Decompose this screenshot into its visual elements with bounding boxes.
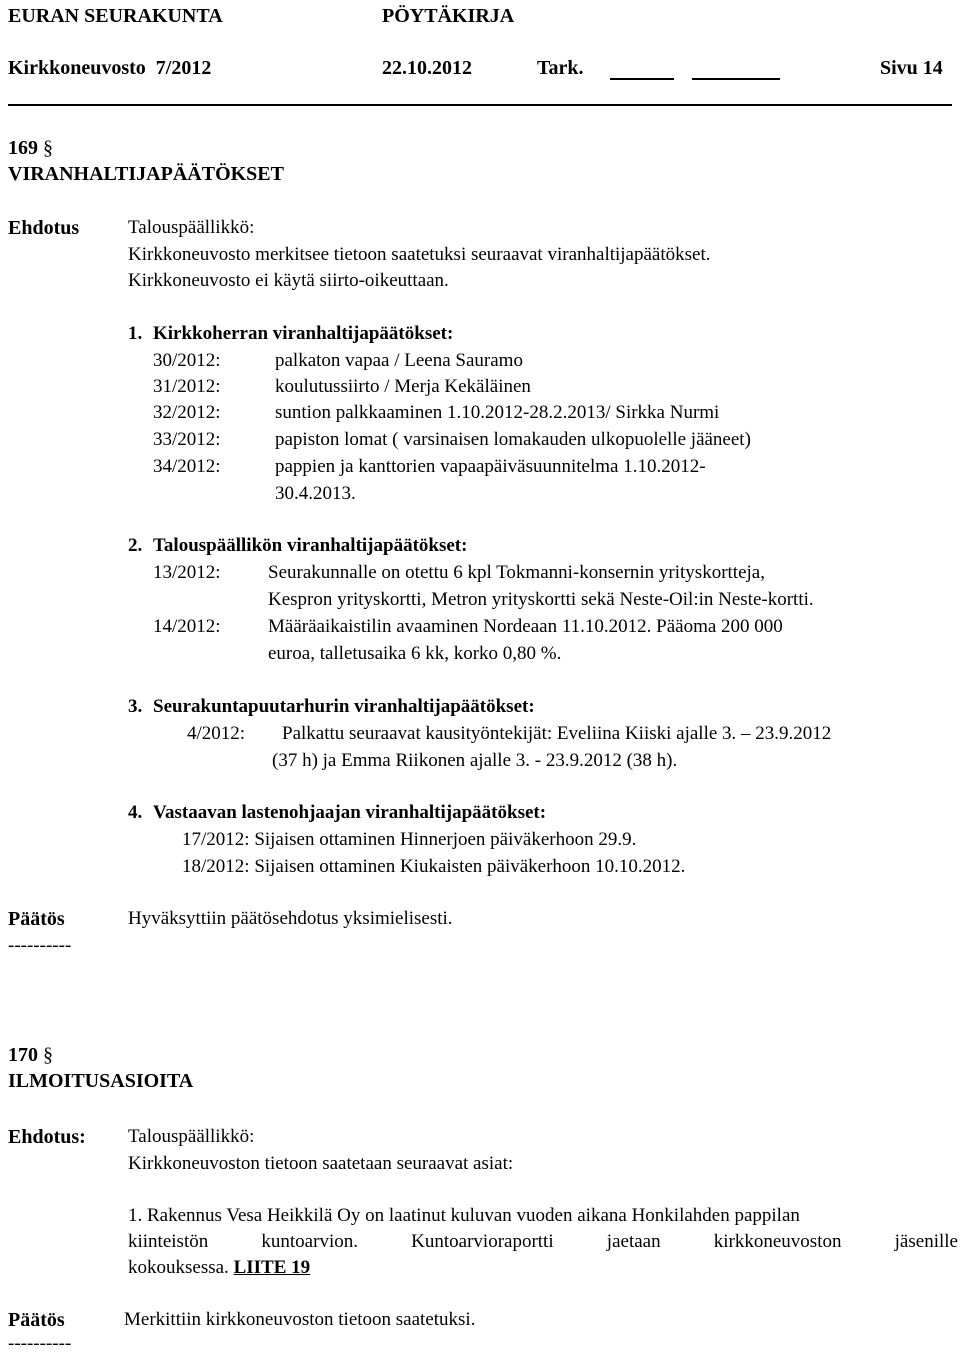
page-number: Sivu 14: [880, 57, 943, 79]
word: kuntoarvion.: [261, 1231, 358, 1252]
notice-item-line-2: [128, 1232, 958, 1251]
decision-text: Sijaisen ottaminen Kiukaisten päiväkerhoon 10.10.2012.: [254, 856, 686, 877]
section-sign: §: [43, 1044, 53, 1066]
decision-text: pappien ja kanttorien vapaapäiväsuunnitelma 1.10.2012-: [275, 456, 706, 477]
decision-text-170: Merkittiin kirkkoneuvoston tietoon saatetuksi.: [124, 1309, 476, 1330]
word: kirkkoneuvoston: [713, 1231, 842, 1252]
proposer: Talouspäällikkö:: [128, 217, 255, 238]
intro-line-2: Kirkkoneuvosto ei käytä siirto-oikeuttaan.: [128, 270, 449, 291]
group-title: Talouspäällikön viranhaltijapäätökset:: [153, 535, 468, 556]
group-title: Seurakuntapuutarhurin viranhaltijapäätökset:: [153, 696, 535, 717]
group-title: Kirkkoherran viranhaltijapäätökset:: [153, 323, 454, 344]
decision-item: [182, 857, 685, 876]
notice-item-line-1: 1. Rakennus Vesa Heikkilä Oy on laatinut kuluvan vuoden aikana Honkilahden pappilan: [128, 1205, 800, 1226]
group-number: 2.: [128, 535, 143, 556]
section-end-dashes: ----------: [8, 1333, 72, 1354]
attachment-label: LIITE 19: [233, 1257, 311, 1278]
word: jäsenille: [894, 1231, 958, 1252]
intro-line-1: Kirkkoneuvosto merkitsee tietoon saatetuksi seuraavat viranhaltijapäätökset.: [128, 244, 711, 265]
decision-ref: 14/2012:: [153, 616, 221, 637]
org-name: EURAN SEURAKUNTA: [8, 5, 223, 27]
group-2-heading: [128, 536, 467, 555]
notice-item-text: kokouksessa.: [128, 1257, 229, 1278]
group-number: 1.: [128, 323, 143, 344]
decision-ref: 32/2012:: [153, 402, 221, 423]
decision-text: palkaton vapaa / Leena Sauramo: [275, 350, 523, 371]
check-label: Tark.: [537, 57, 584, 79]
decision-text: Palkattu seuraavat kausityöntekijät: Eveliina Kiiski ajalle 3. – 23.9.2012: [282, 723, 832, 744]
proposal-label: Ehdotus:: [8, 1126, 86, 1148]
section-170-title: ILMOITUSASIOITA: [8, 1070, 194, 1092]
header-rule: [8, 104, 952, 106]
decision-text: koulutussiirto / Merja Kekäläinen: [275, 376, 531, 397]
meeting-date: 22.10.2012: [382, 57, 472, 79]
section-end-dashes: ----------: [8, 935, 72, 956]
decision-ref: 17/2012:: [182, 829, 250, 850]
word: kiinteistön: [128, 1231, 209, 1252]
proposer: Talouspäällikkö:: [128, 1126, 255, 1147]
decision-ref: 34/2012:: [153, 456, 221, 477]
group-title: Vastaavan lastenohjaajan viranhaltijapäätökset:: [153, 802, 547, 823]
section-number: 169: [8, 137, 38, 159]
group-1-heading: [128, 324, 453, 343]
decision-item: [182, 830, 636, 849]
decision-ref: 4/2012:: [187, 723, 246, 744]
decision-text-169: Hyväksyttiin päätösehdotus yksimielisesti.: [128, 908, 453, 929]
decision-ref: 30/2012:: [153, 350, 221, 371]
decision-ref: 18/2012:: [182, 856, 250, 877]
group-number: 3.: [128, 696, 143, 717]
proposal-label: Ehdotus: [8, 217, 80, 239]
word: Kuntoarvioraportti: [411, 1231, 554, 1252]
group-4-heading: [128, 803, 546, 822]
section-170-heading: [8, 1045, 53, 1065]
decision-ref: 13/2012:: [153, 562, 221, 583]
meeting-number: Kirkkoneuvosto 7/2012: [8, 57, 212, 79]
decision-text-continued: 30.4.2013.: [275, 483, 356, 504]
section-169-heading: [8, 138, 53, 158]
group-number: 4.: [128, 802, 143, 823]
notice-item-line-3: [128, 1258, 310, 1277]
section-sign: §: [43, 137, 53, 159]
decision-text: papiston lomat ( varsinaisen lomakauden ulkopuolelle jääneet): [275, 429, 751, 450]
decision-text: Sijaisen ottaminen Hinnerjoen päiväkerhoon 29.9.: [254, 829, 637, 850]
decision-ref: 31/2012:: [153, 376, 221, 397]
decision-text-continued: euroa, talletusaika 6 kk, korko 0,80 %.: [268, 643, 562, 664]
check-signature-line-1: [610, 78, 674, 80]
decision-ref: 33/2012:: [153, 429, 221, 450]
decision-text: suntion palkkaaminen 1.10.2012-28.2.2013/ Sirkka Nurmi: [275, 402, 720, 423]
group-3-heading: [128, 697, 535, 716]
decision-text: Määräaikaistilin avaaminen Nordeaan 11.10.2012. Pääoma 200 000: [268, 616, 783, 637]
decision-label: Päätös: [8, 1309, 65, 1331]
decision-text-continued: (37 h) ja Emma Riikonen ajalle 3. - 23.9.2012 (38 h).: [272, 750, 678, 771]
word: jaetaan: [606, 1231, 661, 1252]
document-type: PÖYTÄKIRJA: [382, 5, 515, 27]
section-169-title: VIRANHALTIJAPÄÄTÖKSET: [8, 163, 284, 185]
check-signature-line-2: [692, 78, 780, 80]
section-number: 170: [8, 1044, 38, 1066]
intro-line: Kirkkoneuvoston tietoon saatetaan seuraavat asiat:: [128, 1153, 514, 1174]
decision-label: Päätös: [8, 908, 65, 930]
decision-text-continued: Kespron yrityskortti, Metron yrityskortti sekä Neste-Oil:in Neste-kortti.: [268, 589, 814, 610]
decision-text: Seurakunnalle on otettu 6 kpl Tokmanni-konsernin yrityskortteja,: [268, 562, 765, 583]
